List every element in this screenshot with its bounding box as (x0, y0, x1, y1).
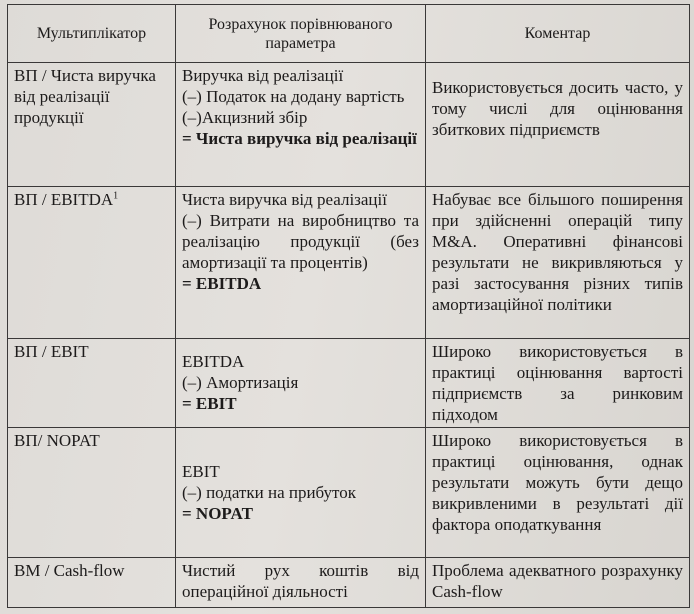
calc-result: = EBITDA (182, 274, 262, 293)
calc-result: = NOPAT (182, 504, 253, 523)
header-calculation: Розрахунок порівнюваного параметра (176, 5, 426, 63)
comment-text: Широко використовується в практиці оцінювання вартості підприємств за ринковим підходом (432, 342, 683, 424)
footnote-mark: 1 (113, 190, 119, 202)
calculation-cell (176, 558, 426, 608)
calculation-cell (176, 63, 426, 187)
multiplier-cell: ВП / EBIT (8, 339, 176, 428)
calc-line: Чиста виручка від реалізації (182, 190, 387, 209)
calculation-cell (176, 428, 426, 558)
table-row (8, 428, 690, 558)
comment-cell (426, 428, 690, 558)
multiplier-cell: ВП / Чиста виручка від реалізації продукції (8, 63, 176, 187)
calc-line: (–) Податок на додану вартість (182, 87, 405, 106)
calc-result: = Чиста виручка від реалізації (182, 129, 417, 148)
calc-line: EBITDA (182, 352, 245, 371)
comment-cell (426, 63, 690, 187)
calc-line: Виручка від реалізації (182, 66, 344, 85)
calc-line: Чистий рух коштів від операційної діяльності (182, 561, 419, 601)
header-row (8, 5, 690, 63)
header-comment: Коментар (426, 5, 690, 63)
comment-cell (426, 558, 690, 608)
calc-result: = EBIT (182, 394, 237, 413)
multiplier-cell: ВМ / Cash-flow (8, 558, 176, 608)
multiplier-cell (8, 187, 176, 339)
comment-text: Використовується досить часто, у тому числі для оцінювання збиткових підприємств (432, 78, 683, 139)
table-row (8, 187, 690, 339)
calculation-cell (176, 187, 426, 339)
table-row (8, 558, 690, 608)
multiplier-text: ВП / EBITDA (14, 190, 114, 209)
comment-cell (426, 187, 690, 339)
calc-line: (–)Акцизний збір (182, 108, 308, 127)
comment-cell (426, 339, 690, 428)
calculation-cell (176, 339, 426, 428)
calc-line: (–) податки на прибуток (182, 483, 357, 502)
multipliers-table (7, 4, 690, 608)
table-row (8, 63, 690, 187)
calc-line: (–) Витрати на виробництво та реалізацію продукції (без амортизації та процентів) (182, 211, 419, 272)
comment-text: Проблема адекватного розрахунку Cash-flow (432, 561, 683, 601)
comment-text: Широко використовується в практиці оцінювання, однак результати можуть бути дещо викривленими в результаті дії фактора оподаткування (432, 431, 683, 534)
table-row (8, 339, 690, 428)
multiplier-cell: ВП/ NOPAT (8, 428, 176, 558)
calc-line: (–) Амортизація (182, 373, 299, 392)
calc-line: EBIT (182, 462, 220, 481)
comment-text: Набуває все більшого поширення при здійсненні операцій типу M&A. Оперативні фінансові результати не викривляються у разі застосування різних типів амортизаційної політики (432, 190, 683, 314)
header-multiplier: Мультиплікатор (8, 5, 176, 63)
